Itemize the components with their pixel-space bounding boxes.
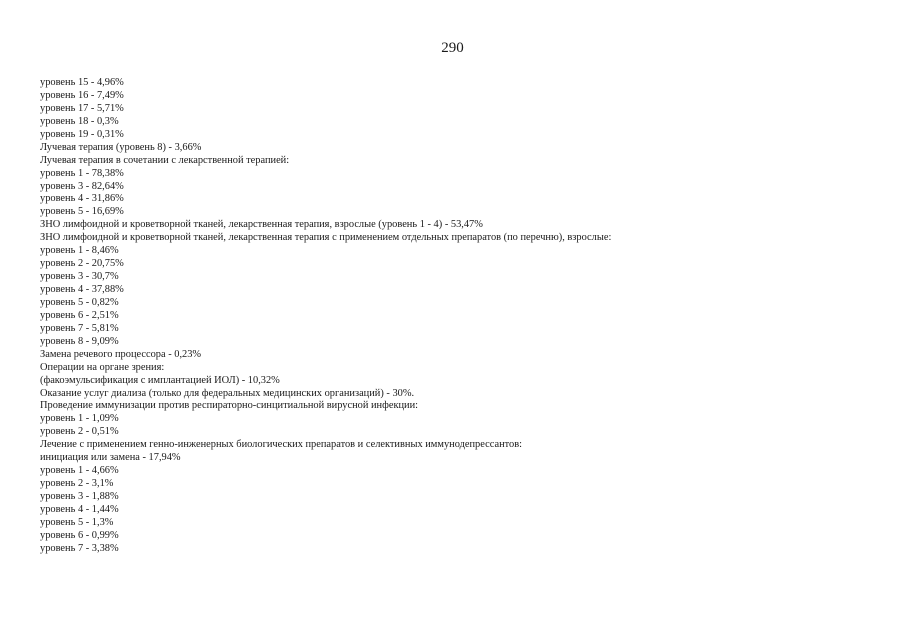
text-line: уровень 1 - 1,09% bbox=[40, 413, 119, 425]
page-number: 290 bbox=[441, 40, 464, 56]
text-line: уровень 4 - 31,86% bbox=[40, 193, 124, 205]
text-line: ЗНО лимфоидной и кроветворной тканей, лекарственная терапия, взрослые (уровень 1 - 4) - 53,47% bbox=[40, 219, 483, 231]
text-line: инициация или замена - 17,94% bbox=[40, 452, 181, 464]
text-line: ЗНО лимфоидной и кроветворной тканей, лекарственная терапия с применением отдельных препаратов (по перечню), взрослые: bbox=[40, 232, 612, 244]
text-line: уровень 15 - 4,96% bbox=[40, 77, 124, 88]
text-line: уровень 4 - 1,44% bbox=[40, 503, 119, 515]
text-line: уровень 3 - 1,88% bbox=[40, 491, 119, 502]
text-line: уровень 3 - 82,64% bbox=[40, 180, 124, 192]
text-line: Оказание услуг диализа (только для федеральных медицинских организаций) - 30%. bbox=[40, 387, 415, 399]
text-line: Операции на органе зрения: bbox=[40, 361, 165, 373]
text-line: уровень 6 - 2,51% bbox=[40, 309, 119, 321]
text-line: уровень 8 - 9,09% bbox=[40, 335, 119, 347]
text-line: Замена речевого процессора - 0,23% bbox=[40, 348, 202, 360]
text-line: уровень 1 - 8,46% bbox=[40, 245, 119, 257]
text-line: Проведение иммунизации против респираторно-синцитиальной вирусной инфекции: bbox=[40, 400, 419, 412]
text-line: уровень 5 - 1,3% bbox=[40, 516, 114, 528]
text-line: уровень 7 - 3,38% bbox=[40, 542, 119, 554]
text-line: (факоэмульсификация с имплантацией ИОЛ) - 10,32% bbox=[40, 374, 280, 386]
text-line: Лучевая терапия в сочетании с лекарственной терапией: bbox=[40, 154, 290, 166]
text-line: уровень 18 - 0,3% bbox=[40, 115, 119, 127]
text-line: уровень 2 - 20,75% bbox=[40, 258, 124, 270]
text-line: уровень 19 - 0,31% bbox=[40, 128, 124, 140]
text-line: уровень 2 - 0,51% bbox=[40, 426, 119, 438]
text-line: уровень 1 - 4,66% bbox=[40, 465, 119, 477]
text-line: уровень 7 - 5,81% bbox=[40, 322, 119, 334]
text-line: уровень 6 - 0,99% bbox=[40, 529, 119, 541]
document-body bbox=[40, 77, 880, 556]
text-line: уровень 4 - 37,88% bbox=[40, 284, 124, 295]
text-line: Лучевая терапия (уровень 8) - 3,66% bbox=[40, 141, 202, 153]
text-line: уровень 16 - 7,49% bbox=[40, 89, 124, 101]
text-line: уровень 1 - 78,38% bbox=[40, 167, 124, 179]
text-line: уровень 5 - 0,82% bbox=[40, 296, 119, 308]
text-line: уровень 2 - 3,1% bbox=[40, 478, 114, 490]
text-line: уровень 17 - 5,71% bbox=[40, 102, 124, 114]
text-line: уровень 3 - 30,7% bbox=[40, 271, 119, 283]
text-line: уровень 5 - 16,69% bbox=[40, 206, 124, 218]
text-line: Лечение с применением генно-инженерных биологических препаратов и селективных иммунодепрессантов: bbox=[40, 439, 523, 451]
